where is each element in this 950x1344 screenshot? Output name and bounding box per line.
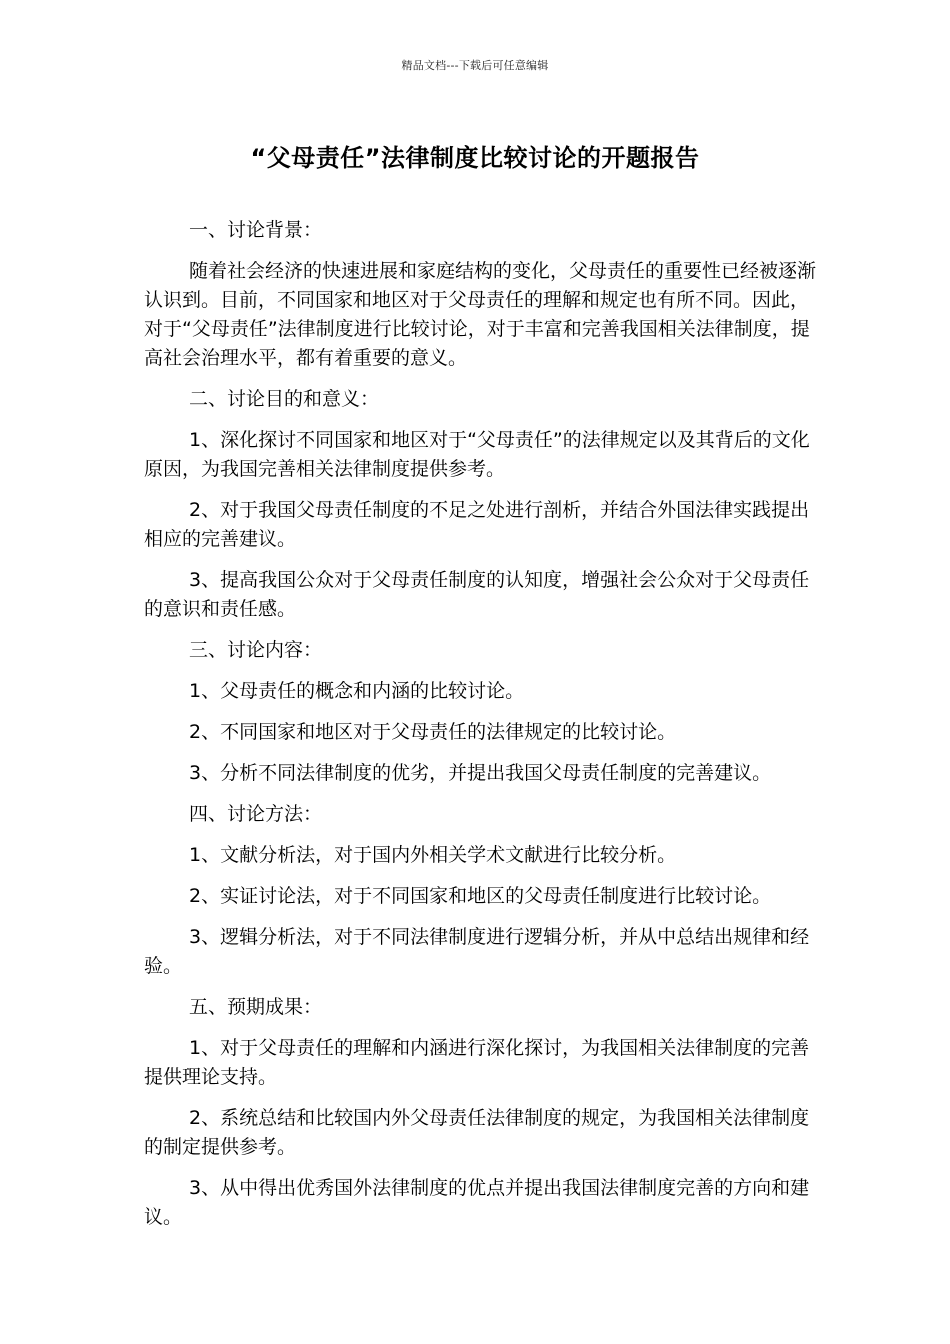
section-heading-background: 一、讨论背景： bbox=[189, 219, 323, 241]
header-note: 精品文档---下载后可任意编辑 bbox=[401, 59, 549, 72]
paragraph: 3、从中得出优秀国外法律制度的优点并提出我国法律制度完善的方向和建议。 bbox=[144, 1177, 810, 1228]
paragraph: 1、对于父母责任的理解和内涵进行深化探讨，为我国相关法律制度的完善提供理论支持。 bbox=[144, 1037, 810, 1088]
paragraph: 2、对于我国父母责任制度的不足之处进行剖析，并结合外国法律实践提出相应的完善建议。 bbox=[144, 499, 810, 550]
section-heading-content: 三、讨论内容： bbox=[189, 639, 323, 661]
paragraph: 随着社会经济的快速进展和家庭结构的变化，父母责任的重要性已经被逐渐认识到。目前，不同国家和地区对于父母责任的理解和规定也有所不同。因此，对于“父母责任”法律制度进行比较讨论，对于丰富和完善我国相关法律制度，提高社会治理水平，都有着重要的意义。 bbox=[144, 260, 817, 369]
section-heading-purpose: 二、讨论目的和意义： bbox=[189, 388, 380, 410]
paragraph: 3、分析不同法律制度的优劣，并提出我国父母责任制度的完善建议。 bbox=[189, 762, 772, 784]
paragraph: 2、不同国家和地区对于父母责任的法律规定的比较讨论。 bbox=[189, 721, 677, 743]
paragraph: 3、逻辑分析法，对于不同法律制度进行逻辑分析，并从中总结出规律和经验。 bbox=[144, 926, 810, 977]
paragraph: 2、系统总结和比较国内外父母责任法律制度的规定，为我国相关法律制度的制定提供参考。 bbox=[144, 1107, 810, 1158]
document-body bbox=[144, 216, 818, 1244]
section-heading-outcomes: 五、预期成果： bbox=[189, 996, 323, 1018]
paragraph: 3、提高我国公众对于父母责任制度的认知度，增强社会公众对于父母责任的意识和责任感。 bbox=[144, 569, 810, 620]
paragraph: 1、深化探讨不同国家和地区对于“父母责任”的法律规定以及其背后的文化原因，为我国完善相关法律制度提供参考。 bbox=[144, 429, 810, 480]
paragraph: 1、父母责任的概念和内涵的比较讨论。 bbox=[189, 680, 525, 702]
document-title: “父母责任”法律制度比较讨论的开题报告 bbox=[250, 144, 700, 172]
section-heading-methods: 四、讨论方法： bbox=[189, 803, 323, 825]
paragraph: 2、实证讨论法，对于不同国家和地区的父母责任制度进行比较讨论。 bbox=[189, 885, 772, 907]
paragraph: 1、文献分析法，对于国内外相关学术文献进行比较分析。 bbox=[189, 844, 677, 866]
